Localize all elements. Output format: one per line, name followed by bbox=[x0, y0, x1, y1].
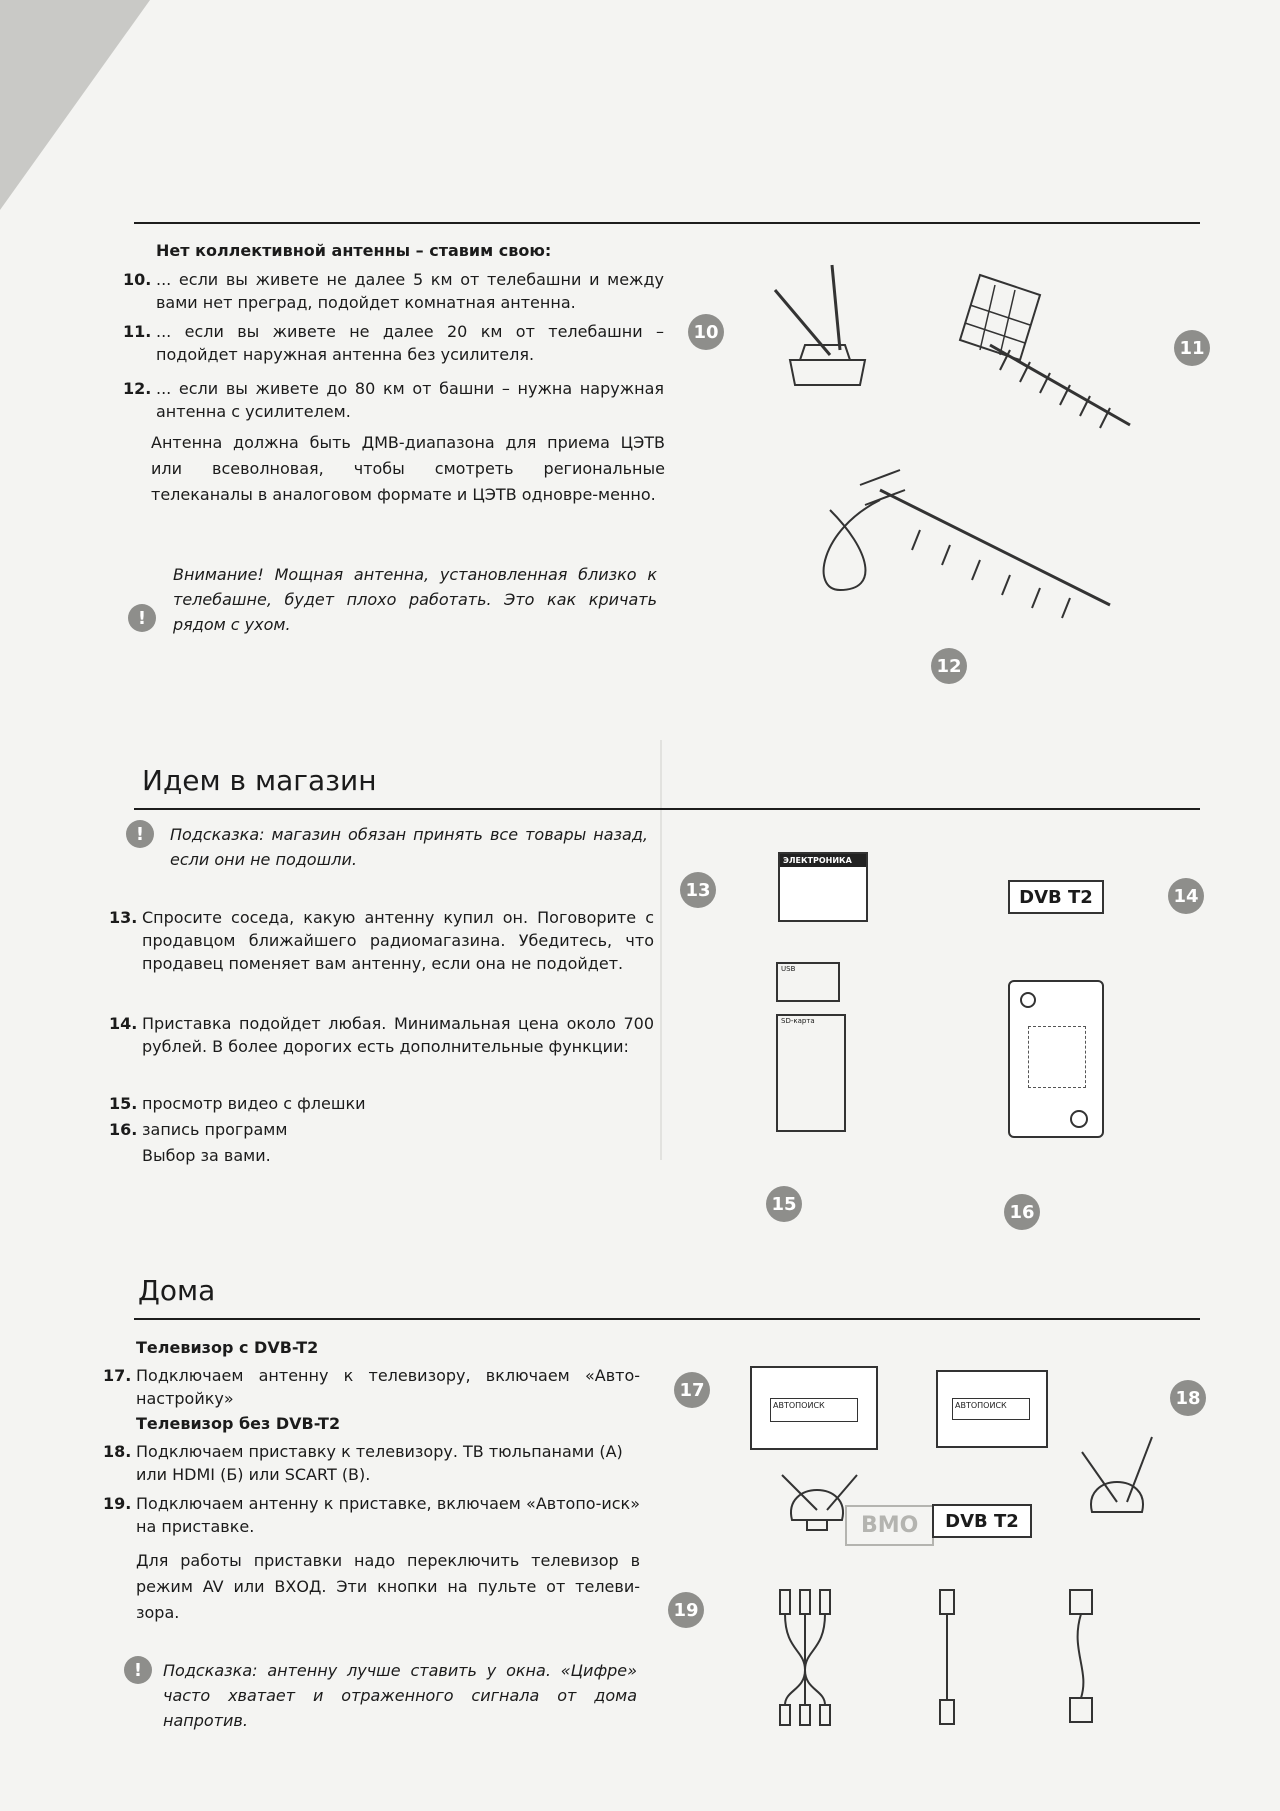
warning-icon: ! bbox=[128, 604, 156, 632]
figure-badge-10: 10 bbox=[688, 314, 724, 350]
dvb-receiver-illustration: DVB T2 bbox=[1008, 880, 1104, 914]
dvb-receiver-illustration-2: DVB T2 bbox=[932, 1504, 1032, 1538]
store-sign: ЭЛЕКТРОНИКА bbox=[780, 854, 866, 867]
room-antenna-illustration-2 bbox=[1072, 1432, 1172, 1532]
list-text: Подключаем приставку к телевизору. ТВ тюльпанами (А) или HDMI (Б) или SCART (В). bbox=[136, 1442, 623, 1484]
section-heading-own-antenna: Нет коллективной антенны – ставим свою: bbox=[156, 241, 552, 260]
figure-badge-16: 16 bbox=[1004, 1194, 1040, 1230]
usb-label: USB bbox=[781, 965, 796, 973]
autosearch-screen: АВТОПОИСК bbox=[770, 1398, 858, 1422]
list-item-14 bbox=[109, 1012, 654, 1058]
hint-icon-home: ! bbox=[124, 1656, 152, 1684]
list-number: 19. bbox=[103, 1494, 132, 1513]
antenna-info-paragraph: Антенна должна быть ДМВ-диапазона для приема ЦЭТВ или всеволновая, чтобы смотреть региональные телеканалы в аналоговом формате и ЦЭТВ одновре-менно. bbox=[151, 433, 665, 504]
list-text: Спросите соседа, какую антенну купил он. Поговорите с продавцом ближайшего радиомагазина. Убедитесь, что продавец поменяет вам антенну, если она не подойдет. bbox=[142, 908, 654, 973]
section-rule-top bbox=[134, 222, 1200, 224]
remote-button-icon bbox=[1020, 992, 1036, 1008]
list-text: Подключаем антенну к приставке, включаем «Автопо-иск» на приставке. bbox=[136, 1494, 640, 1536]
shop-hint-note: Подсказка: магазин обязан принять все товары назад, если они не подошли. bbox=[170, 825, 648, 869]
list-item-16 bbox=[109, 1118, 654, 1141]
indoor-antenna-illustration bbox=[770, 260, 880, 410]
list-number: 14. bbox=[109, 1014, 138, 1033]
list-item-11 bbox=[123, 320, 664, 366]
figure-badge-17: 17 bbox=[674, 1372, 710, 1408]
figure-badge-18: 18 bbox=[1170, 1380, 1206, 1416]
list-item-13 bbox=[109, 906, 654, 975]
sd-card-label: SD-карта bbox=[781, 1017, 815, 1025]
usb-flash-illustration bbox=[776, 962, 840, 1002]
list-item-10 bbox=[123, 268, 664, 314]
list-number: 12. bbox=[123, 379, 152, 398]
list-number: 17. bbox=[103, 1366, 132, 1385]
tv-illustration-no-dvb bbox=[936, 1370, 1048, 1448]
figure-badge-13: 13 bbox=[680, 872, 716, 908]
subheading-without-dvb: Телевизор без DVB-T2 bbox=[136, 1414, 341, 1433]
remote-keypad bbox=[1028, 1026, 1086, 1088]
remote-control-illustration bbox=[1008, 980, 1104, 1138]
list-text: ... если вы живете не далее 20 км от телебашни – подойдет наружная антенна без усилителя. bbox=[156, 322, 664, 364]
list-number: 15. bbox=[109, 1094, 138, 1113]
tv-illustration-dvb bbox=[750, 1366, 878, 1450]
list-number: 11. bbox=[123, 322, 152, 341]
figure-badge-11: 11 bbox=[1174, 330, 1210, 366]
section-heading-shop: Идем в магазин bbox=[142, 764, 377, 797]
section-rule-shop bbox=[134, 808, 1200, 810]
electronics-store-illustration bbox=[778, 852, 868, 922]
subheading-with-dvb: Телевизор с DVB-T2 bbox=[136, 1338, 319, 1357]
list-item-17 bbox=[103, 1364, 640, 1410]
list-text: запись программ bbox=[142, 1120, 288, 1139]
list-number: 13. bbox=[109, 908, 138, 927]
list-item-19 bbox=[103, 1492, 640, 1538]
folded-corner bbox=[0, 0, 150, 210]
list-text: ... если вы живете не далее 5 км от телебашни и между вами нет преград, подойдет комнатная антенна. bbox=[156, 270, 664, 312]
list-text: ... если вы живете до 80 км от башни – нужна наружная антенна с усилителем. bbox=[156, 379, 664, 421]
room-antenna-illustration-1 bbox=[772, 1470, 872, 1540]
list-item-12 bbox=[123, 377, 664, 423]
bleed-through-stamp: ВМО bbox=[845, 1505, 934, 1546]
sd-card-illustration bbox=[776, 1014, 846, 1132]
outdoor-antenna-illustration bbox=[940, 265, 1140, 440]
av-mode-paragraph: Для работы приставки надо переключить телевизор в режим AV или ВХОД. Эти кнопки на пульте от телеви-зора. bbox=[136, 1551, 640, 1622]
home-hint-note: Подсказка: антенну лучше ставить у окна. «Цифре» часто хватает и отраженного сигнала от дома напротив. bbox=[163, 1661, 637, 1730]
list-text: просмотр видео с флешки bbox=[142, 1094, 366, 1113]
figure-badge-14: 14 bbox=[1168, 878, 1204, 914]
remote-rec-button-icon bbox=[1070, 1110, 1088, 1128]
list-text: Подключаем антенну к телевизору, включаем «Авто-настройку» bbox=[136, 1366, 640, 1408]
section-rule-home bbox=[134, 1318, 1200, 1320]
list-number: 10. bbox=[123, 270, 152, 289]
list-item-18 bbox=[103, 1440, 640, 1486]
list-item-15 bbox=[109, 1092, 654, 1115]
hint-icon: ! bbox=[126, 820, 154, 848]
figure-badge-19: 19 bbox=[668, 1592, 704, 1628]
amplified-antenna-illustration bbox=[820, 470, 1120, 620]
warning-note: Внимание! Мощная антенна, установленная близко к телебашне, будет плохо работать. Это как кричать рядом с ухом. bbox=[173, 565, 657, 634]
figure-badge-12: 12 bbox=[931, 648, 967, 684]
section-heading-home: Дома bbox=[138, 1274, 216, 1307]
autosearch-screen-2: АВТОПОИСК bbox=[952, 1398, 1030, 1420]
figure-badge-15: 15 bbox=[766, 1186, 802, 1222]
list-number: 16. bbox=[109, 1120, 138, 1139]
cables-illustration bbox=[770, 1580, 1110, 1730]
bleed-through-background bbox=[660, 740, 1202, 1160]
list-text: Приставка подойдет любая. Минимальная цена около 700 рублей. В более дорогих есть дополнительные функции: bbox=[142, 1014, 654, 1056]
choice-text: Выбор за вами. bbox=[142, 1146, 271, 1165]
list-number: 18. bbox=[103, 1442, 132, 1461]
